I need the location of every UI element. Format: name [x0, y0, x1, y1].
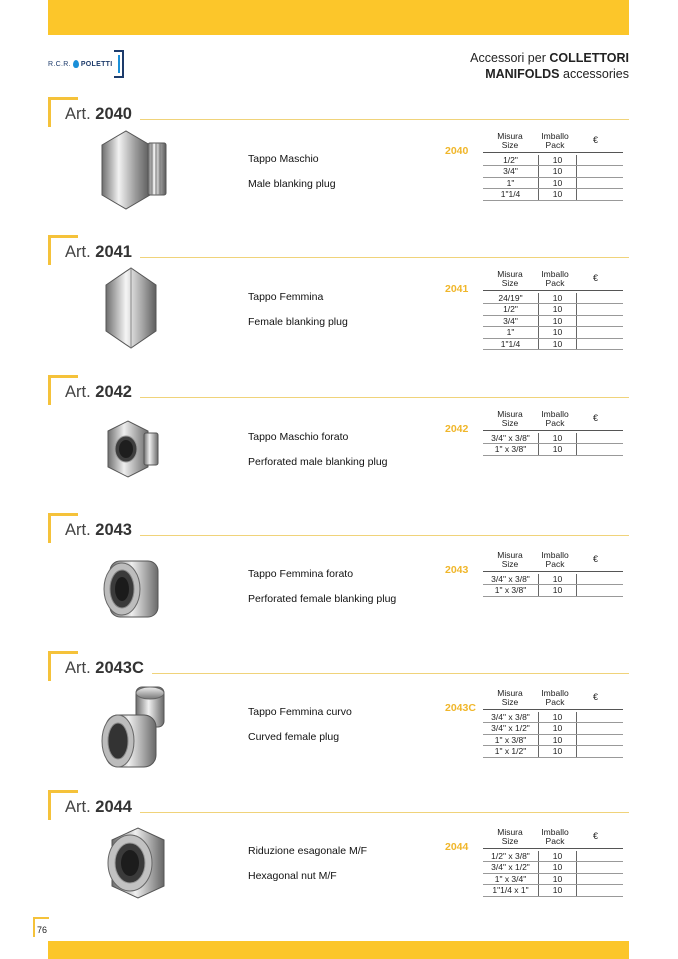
- product-name-it: Tappo Maschio forato: [248, 431, 349, 443]
- pack-cell: 10: [539, 723, 577, 733]
- pack-cell: 10: [539, 735, 577, 745]
- section-title: [65, 798, 132, 817]
- price-cell: [577, 327, 623, 337]
- size-cell: 1"1/4: [483, 339, 539, 349]
- euro-icon: €: [593, 273, 599, 283]
- product-name-it: Tappo Femmina curvo: [248, 706, 352, 718]
- curved-female-plug-image: [98, 685, 170, 773]
- size-cell: 3/4": [483, 166, 539, 176]
- pack-cell: 10: [539, 862, 577, 872]
- page-number: 76: [37, 925, 48, 935]
- table-row: [483, 712, 623, 723]
- table-code: 2042: [445, 423, 469, 435]
- size-cell: 1" x 3/8": [483, 444, 539, 454]
- euro-icon: €: [593, 554, 599, 564]
- price-cell: [577, 585, 623, 595]
- pack-header-en: Pack: [545, 140, 565, 150]
- pack-cell: 10: [539, 851, 577, 861]
- size-header-en: Size: [501, 697, 519, 707]
- size-header: [485, 410, 535, 428]
- size-cell: 1": [483, 178, 539, 188]
- header-divider: [483, 571, 623, 572]
- pack-cell: 10: [539, 746, 577, 756]
- pack-header-it: Imballo: [541, 269, 569, 279]
- size-cell: 1": [483, 327, 539, 337]
- pack-cell: 10: [539, 189, 577, 199]
- price-cell: [577, 746, 623, 756]
- price-cell: [577, 874, 623, 884]
- size-cell: 1"1/4: [483, 189, 539, 199]
- perforated-male-plug-image: [104, 419, 160, 479]
- size-header-en: Size: [501, 559, 519, 569]
- product-section-2041: [48, 235, 629, 365]
- page-header-title: [470, 50, 629, 82]
- euro-icon: €: [593, 831, 599, 841]
- size-cell: 3/4" x 3/8": [483, 712, 539, 722]
- art-prefix: Art.: [65, 798, 91, 816]
- product-section-2040: [48, 97, 629, 227]
- price-cell: [577, 293, 623, 303]
- pack-header-it: Imballo: [541, 827, 569, 837]
- product-name-en: Curved female plug: [248, 731, 340, 743]
- table-rows: [483, 293, 623, 350]
- price-cell: [577, 166, 623, 176]
- table-rows: [483, 851, 623, 897]
- table-row: [483, 178, 623, 189]
- section-title: [65, 521, 132, 540]
- table-row: [483, 851, 623, 862]
- header-divider: [483, 290, 623, 291]
- pack-cell: 10: [539, 574, 577, 584]
- section-rule: [140, 119, 629, 120]
- size-header-it: Misura: [497, 131, 523, 141]
- product-name-en: Perforated male blanking plug: [248, 456, 388, 468]
- price-cell: [577, 316, 623, 326]
- pack-cell: 10: [539, 304, 577, 314]
- table-row: [483, 574, 623, 585]
- size-cell: 3/4" x 1/2": [483, 723, 539, 733]
- price-cell: [577, 155, 623, 165]
- art-number: 2042: [95, 383, 132, 401]
- price-cell: [577, 723, 623, 733]
- size-header-it: Misura: [497, 688, 523, 698]
- price-cell: [577, 339, 623, 349]
- pack-cell: 10: [539, 166, 577, 176]
- header-divider: [483, 848, 623, 849]
- product-name-en: Perforated female blanking plug: [248, 593, 397, 605]
- pack-header-en: Pack: [545, 559, 565, 569]
- pack-cell: 10: [539, 327, 577, 337]
- art-number: 2043: [95, 521, 132, 539]
- water-drop-icon: [73, 60, 79, 68]
- table-row: [483, 885, 623, 896]
- size-header-en: Size: [501, 836, 519, 846]
- size-header-it: Misura: [497, 827, 523, 837]
- price-cell: [577, 189, 623, 199]
- pack-header: [537, 551, 573, 569]
- table-row: [483, 155, 623, 166]
- section-title: [65, 243, 132, 262]
- product-name-en: Male blanking plug: [248, 178, 336, 190]
- pack-cell: 10: [539, 155, 577, 165]
- table-row: [483, 746, 623, 757]
- art-number: 2043C: [95, 659, 144, 677]
- pack-header: [537, 270, 573, 288]
- price-cell: [577, 433, 623, 443]
- product-section-2044: [48, 790, 629, 920]
- size-header: [485, 689, 535, 707]
- euro-icon: €: [593, 135, 599, 145]
- size-header: [485, 270, 535, 288]
- pack-cell: 10: [539, 339, 577, 349]
- pack-header-en: Pack: [545, 418, 565, 428]
- pack-cell: 10: [539, 712, 577, 722]
- table-code: 2040: [445, 145, 469, 157]
- pack-header-it: Imballo: [541, 688, 569, 698]
- table-row: [483, 293, 623, 304]
- header-line1-bold: COLLETTORI: [549, 51, 629, 65]
- size-header-it: Misura: [497, 269, 523, 279]
- size-cell: 1" x 3/8": [483, 585, 539, 595]
- art-prefix: Art.: [65, 521, 91, 539]
- pack-header-en: Pack: [545, 697, 565, 707]
- size-cell: 1" x 3/4": [483, 874, 539, 884]
- pack-cell: 10: [539, 444, 577, 454]
- table-rows: [483, 574, 623, 597]
- pack-cell: 10: [539, 885, 577, 895]
- price-cell: [577, 862, 623, 872]
- pack-header-en: Pack: [545, 836, 565, 846]
- size-cell: 1"1/4 x 1": [483, 885, 539, 895]
- product-section-2043: [48, 513, 629, 643]
- price-cell: [577, 885, 623, 895]
- table-rows: [483, 433, 623, 456]
- table-code: 2044: [445, 841, 469, 853]
- price-cell: [577, 712, 623, 722]
- product-name-it: Riduzione esagonale M/F: [248, 845, 368, 857]
- male-plug-image: [96, 127, 168, 211]
- table-row: [483, 444, 623, 455]
- top-accent-bar: [48, 0, 629, 35]
- header-line1-light: Accessori per: [470, 51, 550, 65]
- table-row: [483, 166, 623, 177]
- price-cell: [577, 574, 623, 584]
- pack-header-it: Imballo: [541, 550, 569, 560]
- art-prefix: Art.: [65, 659, 91, 677]
- table-row: [483, 189, 623, 200]
- art-number: 2044: [95, 798, 132, 816]
- pack-cell: 10: [539, 433, 577, 443]
- pack-header-it: Imballo: [541, 409, 569, 419]
- art-prefix: Art.: [65, 383, 91, 401]
- table-row: [483, 735, 623, 746]
- pack-cell: 10: [539, 874, 577, 884]
- product-section-2042: [48, 375, 629, 505]
- pack-cell: 10: [539, 316, 577, 326]
- female-plug-image: [102, 265, 160, 351]
- size-header-en: Size: [501, 418, 519, 428]
- pack-header: [537, 828, 573, 846]
- price-cell: [577, 851, 623, 861]
- art-prefix: Art.: [65, 243, 91, 261]
- hexagonal-nut-image: [102, 826, 172, 900]
- product-name-en: Hexagonal nut M/F: [248, 870, 337, 882]
- section-rule: [140, 535, 629, 536]
- size-cell: 1/2": [483, 155, 539, 165]
- size-cell: 1" x 3/8": [483, 735, 539, 745]
- art-number: 2040: [95, 105, 132, 123]
- header-line2-bold: MANIFOLDS: [485, 67, 560, 81]
- price-cell: [577, 735, 623, 745]
- table-code: 2043: [445, 564, 469, 576]
- product-name-it: Tappo Femmina forato: [248, 568, 354, 580]
- section-rule: [140, 812, 629, 813]
- size-cell: 3/4": [483, 316, 539, 326]
- size-header: [485, 132, 535, 150]
- table-row: [483, 327, 623, 338]
- product-name-it: Tappo Maschio: [248, 153, 319, 165]
- table-code: 2043C: [445, 702, 476, 714]
- logo-bracket-icon: [114, 50, 124, 78]
- section-title: [65, 105, 132, 124]
- table-rows: [483, 155, 623, 201]
- product-name-en: Female blanking plug: [248, 316, 348, 328]
- section-rule: [152, 673, 629, 674]
- header-divider: [483, 152, 623, 153]
- size-cell: 1/2": [483, 304, 539, 314]
- size-cell: 3/4" x 3/8": [483, 433, 539, 443]
- size-cell: 24/19": [483, 293, 539, 303]
- pack-cell: 10: [539, 293, 577, 303]
- price-cell: [577, 178, 623, 188]
- table-row: [483, 862, 623, 873]
- size-header-en: Size: [501, 278, 519, 288]
- bottom-accent-bar: [48, 941, 629, 959]
- size-header-en: Size: [501, 140, 519, 150]
- size-cell: 1/2" x 3/8": [483, 851, 539, 861]
- size-header-it: Misura: [497, 550, 523, 560]
- size-header: [485, 828, 535, 846]
- table-row: [483, 723, 623, 734]
- size-header-it: Misura: [497, 409, 523, 419]
- product-name-it: Tappo Femmina: [248, 291, 324, 303]
- perforated-female-plug-image: [100, 557, 162, 621]
- section-title: [65, 659, 144, 678]
- section-rule: [140, 257, 629, 258]
- section-title: [65, 383, 132, 402]
- art-prefix: Art.: [65, 105, 91, 123]
- product-section-2043c: [48, 651, 629, 781]
- pack-header: [537, 132, 573, 150]
- pack-cell: 10: [539, 178, 577, 188]
- price-cell: [577, 444, 623, 454]
- size-cell: 3/4" x 1/2": [483, 862, 539, 872]
- pack-cell: 10: [539, 585, 577, 595]
- pack-header: [537, 689, 573, 707]
- table-row: [483, 874, 623, 885]
- table-code: 2041: [445, 283, 469, 295]
- size-cell: 1" x 1/2": [483, 746, 539, 756]
- pack-header: [537, 410, 573, 428]
- euro-icon: €: [593, 692, 599, 702]
- table-row: [483, 433, 623, 444]
- table-row: [483, 304, 623, 315]
- brand-prefix: R.C.R.: [48, 60, 71, 68]
- header-line2-light: accessories: [559, 67, 629, 81]
- price-cell: [577, 304, 623, 314]
- header-divider: [483, 430, 623, 431]
- size-header: [485, 551, 535, 569]
- brand-name: POLETTI: [80, 60, 113, 68]
- euro-icon: €: [593, 413, 599, 423]
- art-number: 2041: [95, 243, 132, 261]
- brand-logo: [48, 50, 124, 78]
- size-cell: 3/4" x 3/8": [483, 574, 539, 584]
- header-divider: [483, 709, 623, 710]
- table-row: [483, 316, 623, 327]
- table-rows: [483, 712, 623, 758]
- pack-header-en: Pack: [545, 278, 565, 288]
- table-row: [483, 585, 623, 596]
- table-row: [483, 339, 623, 350]
- section-rule: [140, 397, 629, 398]
- pack-header-it: Imballo: [541, 131, 569, 141]
